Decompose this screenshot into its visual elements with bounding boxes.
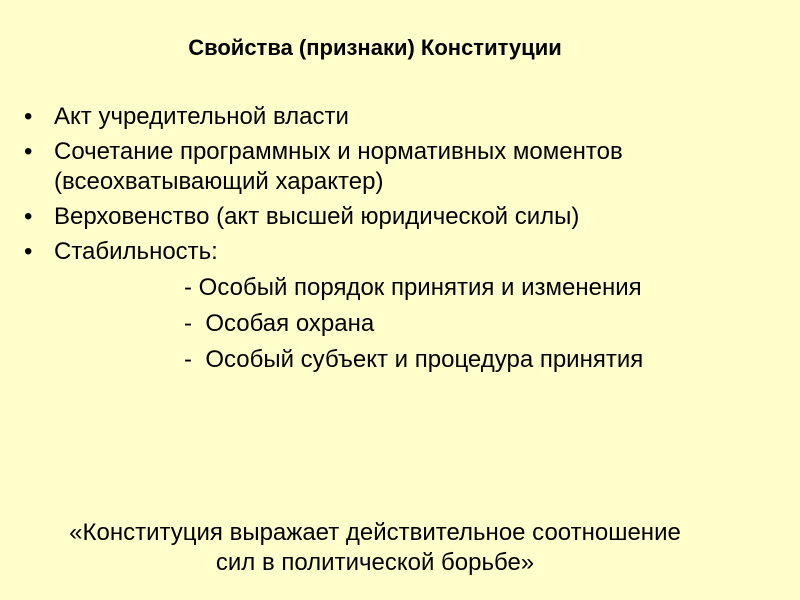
list-item xyxy=(24,237,764,375)
stability-subitems xyxy=(54,273,764,375)
list-item xyxy=(24,202,764,232)
quote-line: «Конституция выражает действительное соотношение xyxy=(69,519,681,546)
sub-list-item: - Особый порядок принятия и изменения xyxy=(184,274,642,301)
quote xyxy=(0,518,750,578)
list-item xyxy=(24,102,764,132)
bullet-text: Сочетание программных и нормативных моментов (всеохватывающий характер) xyxy=(54,138,623,195)
bullet-icon: • xyxy=(24,203,33,230)
properties-list xyxy=(24,102,764,380)
sub-list-item: - Особый субъект и процедура принятия xyxy=(184,346,644,373)
bullet-icon: • xyxy=(24,138,33,165)
bullet-icon: • xyxy=(24,103,33,130)
list-item xyxy=(24,137,764,197)
sub-list-item: - Особая охрана xyxy=(184,310,375,337)
bullet-text: Верховенство (акт высшей юридической силы) xyxy=(54,203,580,230)
bullet-icon: • xyxy=(24,238,33,265)
bullet-text: Стабильность: xyxy=(54,238,218,265)
slide-title: Свойства (признаки) Конституции xyxy=(188,35,562,60)
quote-line: сил в политической борьбе» xyxy=(215,549,535,576)
bullet-text: Акт учредительной власти xyxy=(54,103,349,130)
